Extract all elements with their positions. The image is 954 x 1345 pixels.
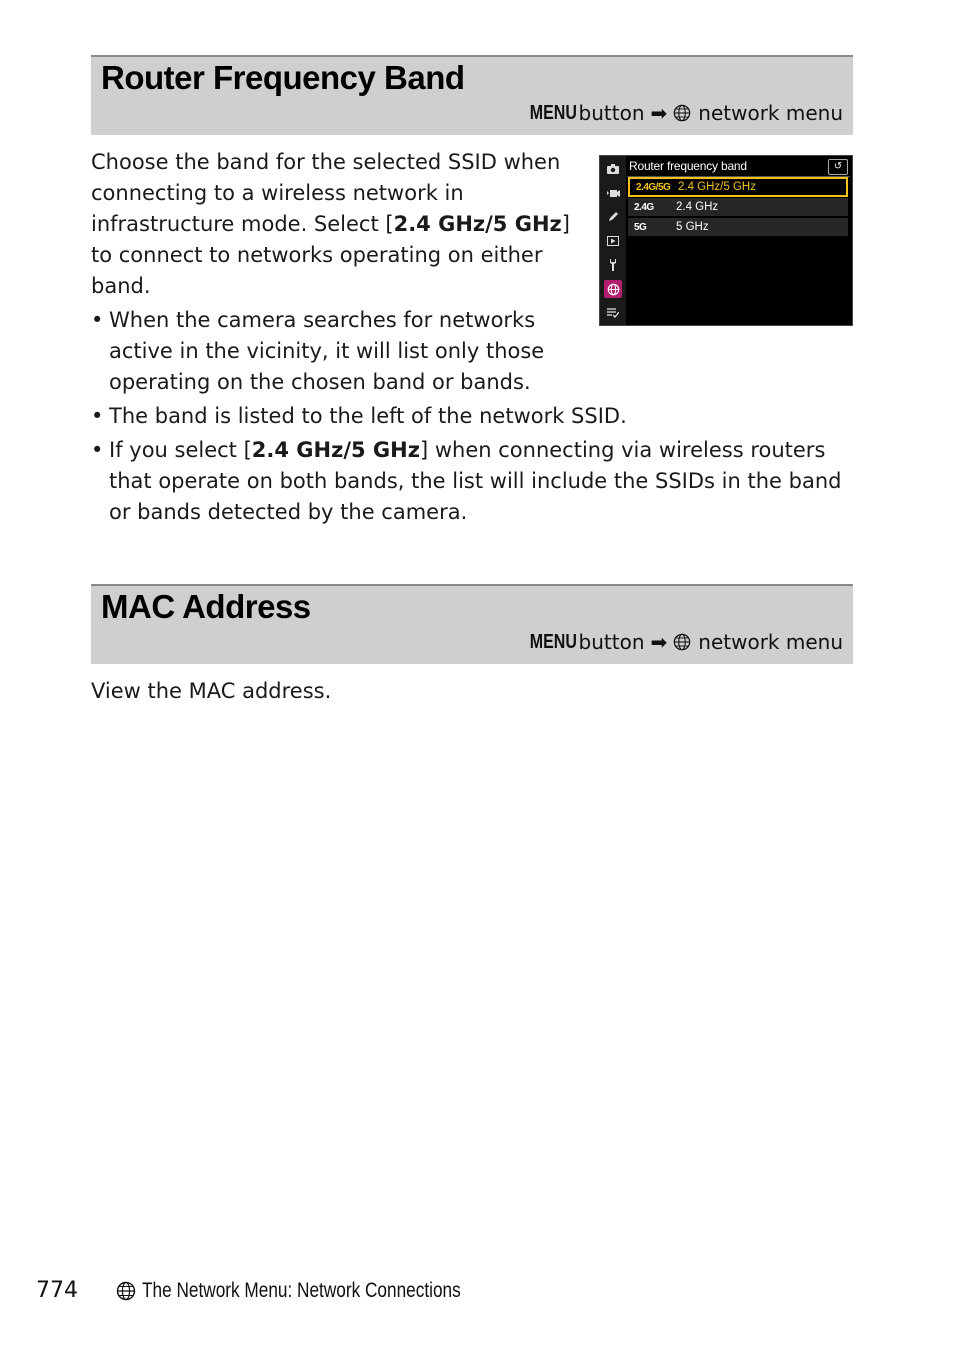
bullet-text-1: When the camera searches for networks active in the vicinity, it will list only those operating on the chosen band or bands. [109, 308, 545, 394]
option-row-dual-band[interactable] [628, 177, 848, 197]
camera-menu-screenshot [599, 155, 853, 326]
band-badge: 2.4G/5G [636, 181, 671, 193]
arrow-right-icon: ➡ [650, 101, 668, 125]
bullet-dot: • [91, 404, 104, 428]
network-globe-icon [673, 104, 691, 122]
network-globe-icon [673, 633, 691, 651]
bullet-dot: • [91, 438, 104, 462]
option-label: 2.4 GHz/5 GHz [678, 181, 756, 193]
section-title: Router Frequency Band [101, 59, 465, 96]
mac-address-description: View the MAC address. [91, 679, 332, 703]
bullet-text-3-post: ] when connecting via wireless routers that operate on both bands, the list will include the SSIDs in the band or bands detected by the camera. [109, 438, 842, 524]
my-menu-icon [604, 304, 622, 322]
section-title: MAC Address [101, 588, 311, 625]
page-number: 774 [36, 1278, 78, 1303]
movie-shooting-menu-icon [604, 184, 622, 202]
intro-text-pre: Choose the band for the selected SSID when connecting to a wireless network in infrastructure mode. Select [ [91, 150, 561, 236]
intro-text-post: ] to connect to networks operating on either band. [91, 212, 570, 298]
menu-path [518, 101, 843, 125]
menu-button-label: button [578, 630, 645, 654]
option-row-2-4ghz[interactable] [628, 198, 848, 216]
section-header-mac-address [91, 584, 853, 664]
bullet-item-2 [91, 401, 853, 432]
page-footer [36, 1278, 531, 1303]
footer-chapter [116, 1279, 531, 1303]
bullet-item-1 [91, 305, 571, 398]
photo-shooting-menu-icon [604, 160, 622, 178]
footer-chapter-title: The Network Menu: Network Connections [142, 1278, 461, 1302]
bullet-text-3-bold: 2.4 GHz/5 GHz [251, 438, 420, 462]
bullet-text-2: The band is listed to the left of the network SSID. [109, 404, 627, 428]
camera-menu-sidebar [600, 156, 626, 325]
option-label: 5 GHz [676, 221, 709, 233]
network-menu-tab-icon [604, 280, 622, 298]
camera-menu-title: Router frequency band [629, 159, 747, 173]
bullet-item-3 [91, 435, 853, 528]
band-badge: 2.4G [634, 201, 654, 213]
back-icon[interactable]: ↺ [828, 159, 848, 175]
bullet-text-3-pre: If you select [ [109, 438, 252, 462]
arrow-right-icon: ➡ [650, 630, 668, 654]
bullet-dot: • [91, 308, 104, 332]
menu-button-icon: MENU [529, 101, 577, 124]
section-header-router-frequency-band [91, 55, 853, 135]
option-label: 2.4 GHz [676, 201, 719, 213]
option-row-5ghz[interactable] [628, 218, 848, 236]
setup-wrench-icon [604, 256, 622, 274]
band-badge: 5G [634, 221, 647, 233]
menu-name: network menu [698, 630, 843, 654]
menu-name: network menu [698, 101, 843, 125]
intro-text-bold: 2.4 GHz/5 GHz [393, 212, 562, 236]
intro-paragraph [91, 147, 571, 302]
menu-button-icon: MENU [529, 630, 577, 653]
menu-button-label: button [578, 101, 645, 125]
network-globe-icon [116, 1281, 136, 1301]
custom-settings-pencil-icon [604, 208, 622, 226]
playback-menu-icon [604, 232, 622, 250]
menu-path [518, 630, 843, 654]
